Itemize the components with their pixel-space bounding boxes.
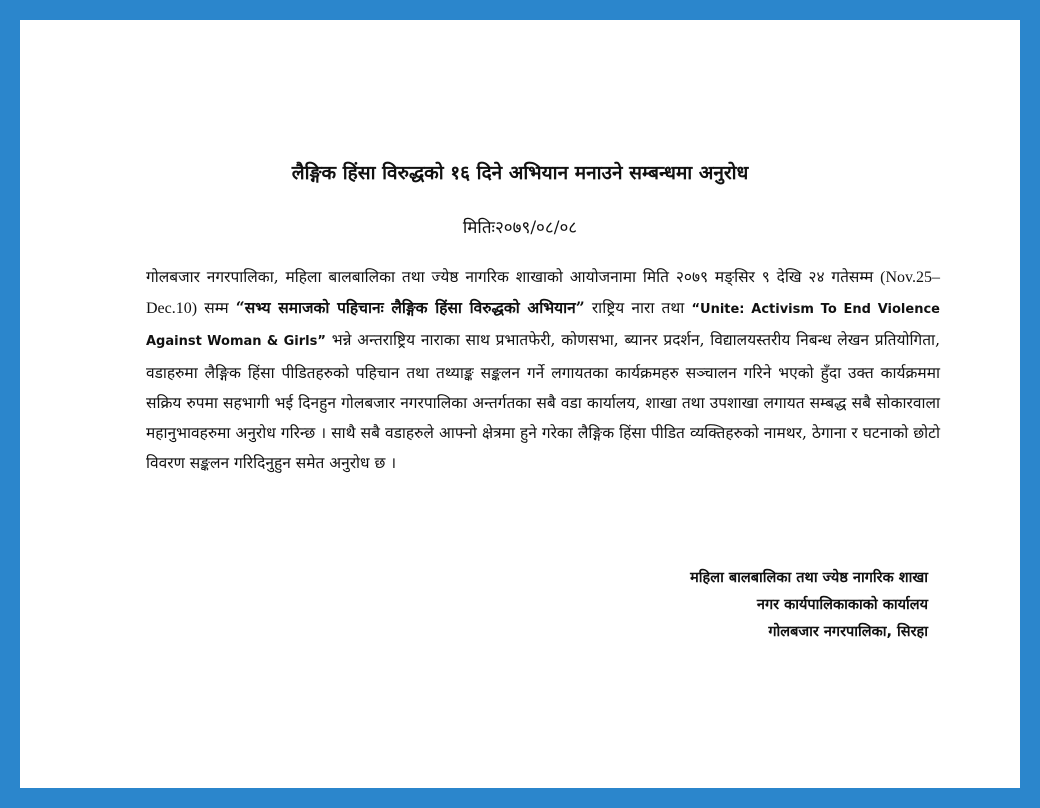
international-slogan: “Unite: Activism To End Violence Against Woman & Girls” (146, 302, 940, 350)
signature-office: नगर कार्यपालिकाकाको कार्यालय (756, 597, 928, 613)
body-part-4: भन्ने अन्तराष्ट्रिय नाराका साथ प्रभातफेरी, कोणसभा, ब्यानर प्रदर्शन, विद्यालयस्तरीय निबन्ध लेखन प्रतियोगिता, वडाहरुमा लैङ्गिक हिंसा पीडितहरुको पहिचान तथा तथ्याङ्क सङ्कलन गर्ने लगायतका कार्यक्रमहरु सञ्चालन गरिने भएको हुँदा उक्त कार्यक्रममा सक्रिय रुपमा सहभागी भई दिनहुन गोलबजार नगरपालिका अन्तर्गतका सबै वडा कार्यालय, शाखा तथा उपशाखा लगायत सम्बद्ध सबै सोकारवाला महानुभावहरुमा अनुरोध गरिन्छ । साथै सबै वडाहरुले आफ्नो क्षेत्रमा हुने गरेका लैङ्गिक हिंसा पीडित व्यक्तिहरुको नामथर, ठेगाना र घटनाको छोटो विवरण सङ्कलन गरिदिनुहुन समेत अनुरोध छ । (146, 331, 940, 473)
notice-title: लैङ्गिक हिंसा विरुद्धको १६ दिने अभियान मनाउने सम्बन्धमा अनुरोध (291, 162, 749, 184)
body-part-2: सम्म (197, 299, 236, 318)
notice-body (146, 262, 940, 478)
body-part-3: राष्ट्रिय नारा तथा (584, 299, 692, 318)
notice-date: मितिः२०७९/०८/०८ (462, 218, 578, 238)
signature-section: महिला बालबालिका तथा ज्येष्ठ नागरिक शाखा (690, 570, 928, 586)
signature-municipality: गोलबजार नगरपालिका, सिरहा (768, 624, 928, 640)
body-part-1: गोलबजार नगरपालिका, महिला बालबालिका तथा ज्येष्ठ नागरिक शाखाको आयोजनामा मिति २०७९ मङ्सिर ९ देखि २४ गतेसम्म (146, 268, 881, 286)
signature-block (690, 565, 928, 646)
date-range: (Nov.25–Dec.10) (146, 269, 940, 318)
notice-page (20, 20, 1020, 788)
national-slogan: “सभ्य समाजको पहिचानः लैङ्गिक हिंसा विरुद्धको अभियान” (235, 298, 585, 318)
